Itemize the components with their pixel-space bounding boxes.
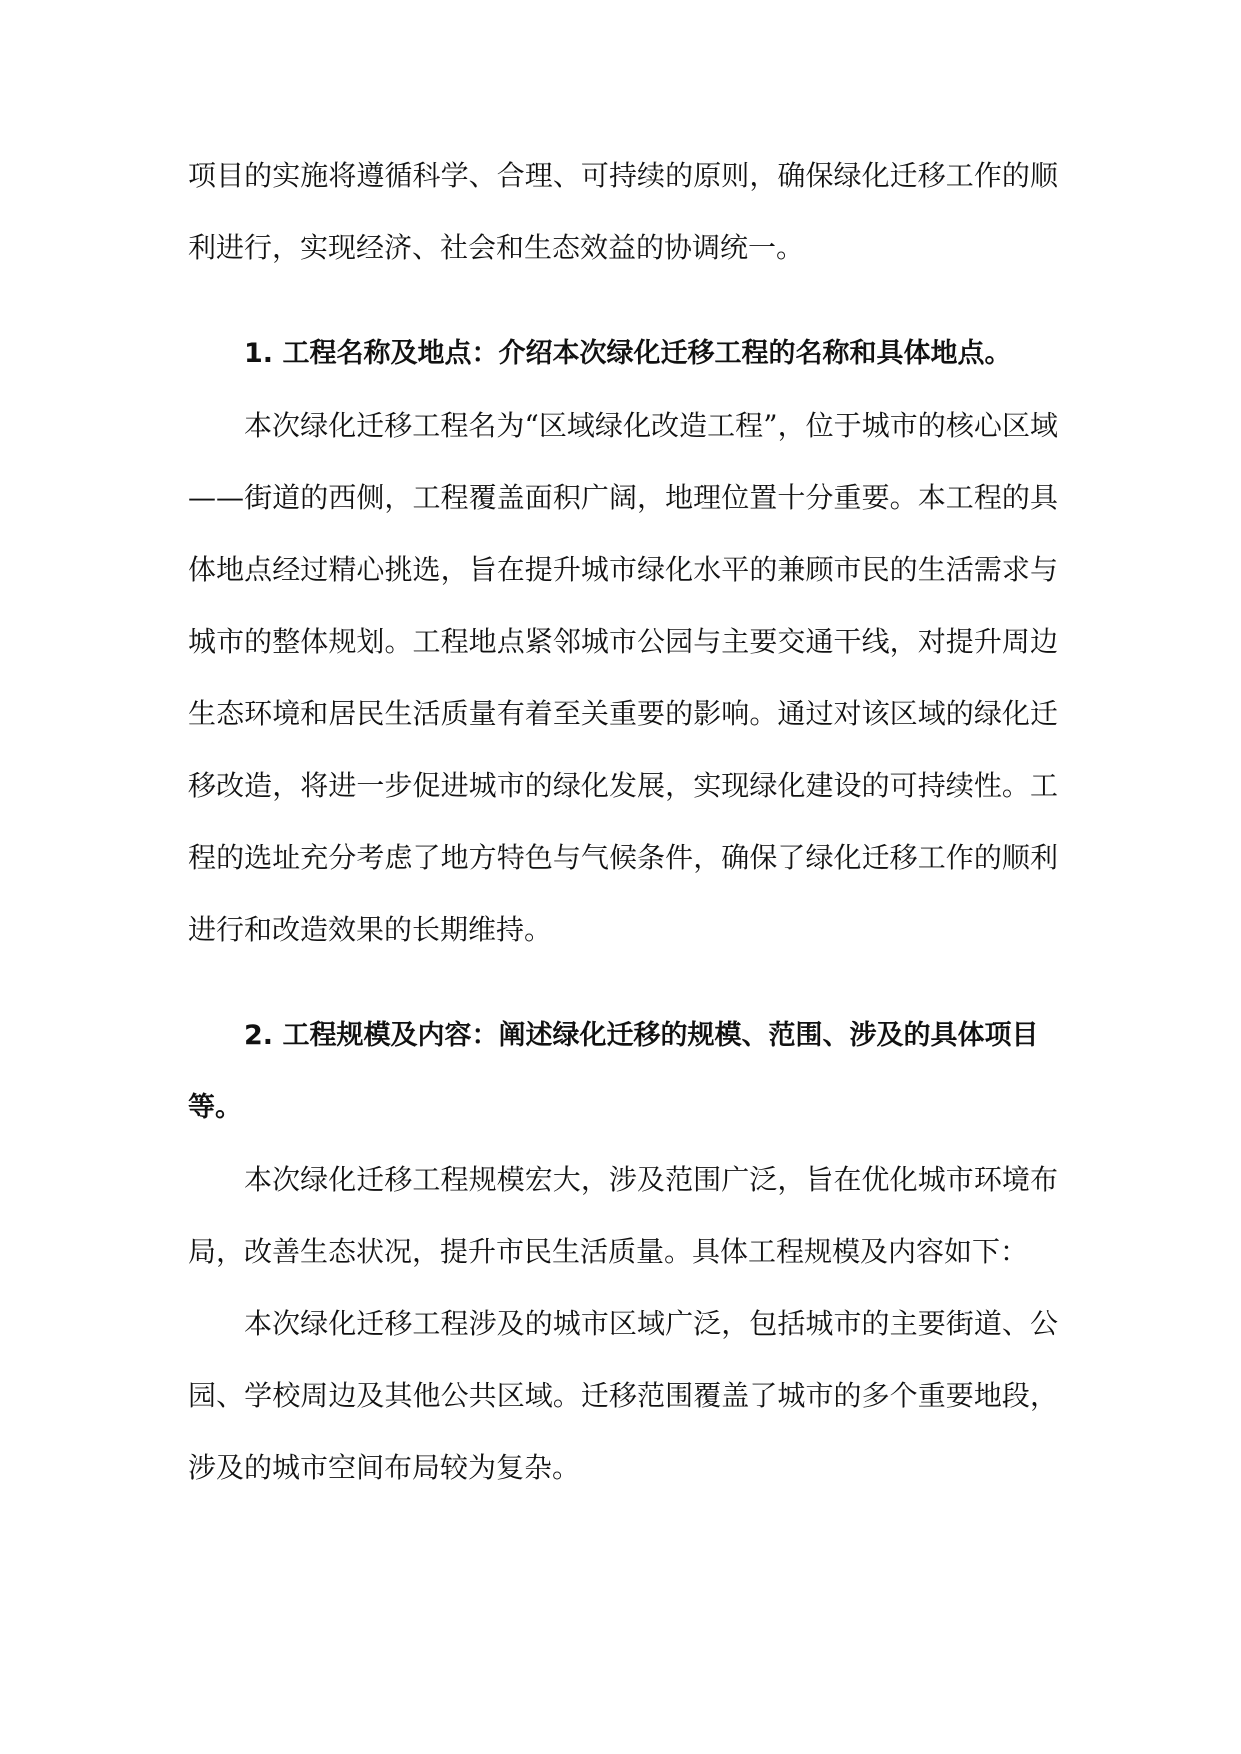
section-1-heading: 1. 工程名称及地点：介绍本次绿化迁移工程的名称和具体地点。 [244,338,1012,369]
section-2-heading: 2. 工程规模及内容：阐述绿化迁移的规模、范围、涉及的具体项目等。 [188,1020,1039,1123]
section-2-paragraph-1: 本次绿化迁移工程规模宏大，涉及范围广泛，旨在优化城市环境布局，改善生态状况，提升市民生活质量。具体工程规模及内容如下： [188,1163,1058,1268]
section-2-paragraph-2: 本次绿化迁移工程涉及的城市区域广泛，包括城市的主要街道、公园、学校周边及其他公共区域。迁移范围覆盖了城市的多个重要地段，涉及的城市空间布局较为复杂。 [188,1307,1058,1484]
intro-paragraph: 项目的实施将遵循科学、合理、可持续的原则，确保绿化迁移工作的顺利进行，实现经济、社会和生态效益的协调统一。 [188,159,1058,264]
section-1-body: 本次绿化迁移工程名为“区域绿化改造工程”，位于城市的核心区域——街道的西侧，工程覆盖面积广阔，地理位置十分重要。本工程的具体地点经过精心挑选，旨在提升城市绿化水平的兼顾市民的生活需求与城市的整体规划。工程地点紧邻城市公园与主要交通干线，对提升周边生态环境和居民生活质量有着至关重要的影响。通过对该区域的绿化迁移改造，将进一步促进城市的绿化发展，实现绿化建设的可持续性。工程的选址充分考虑了地方特色与气候条件，确保了绿化迁移工作的顺利进行和改造效果的长期维持。 [188,409,1058,946]
document-body [188,140,1058,1504]
